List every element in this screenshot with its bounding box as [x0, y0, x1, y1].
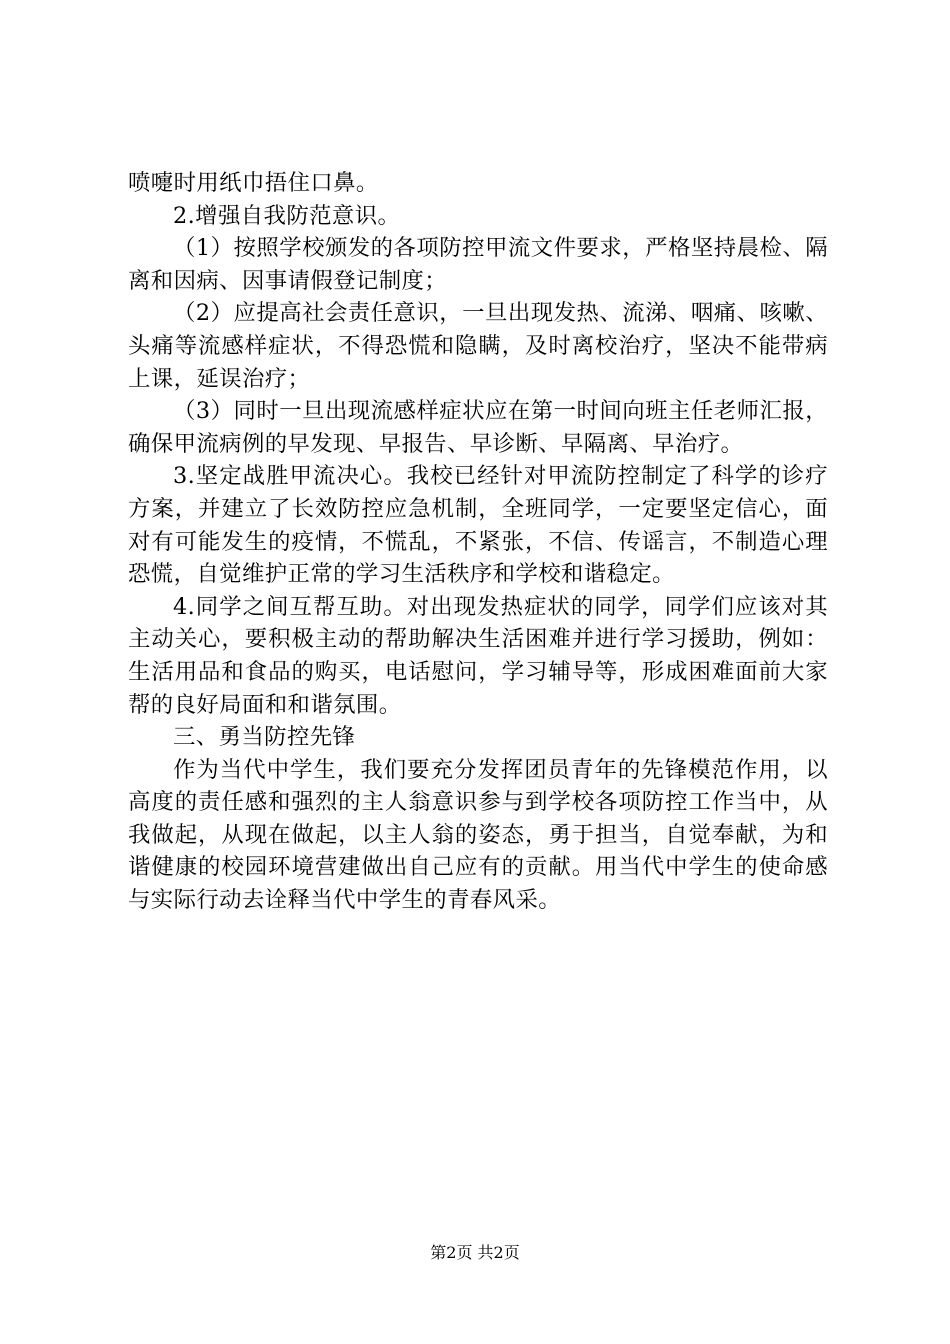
page-number-label: 第2页 共2页 — [430, 1243, 520, 1262]
paragraph-point-3: 3.坚定战胜甲流决心。我校已经针对甲流防控制定了科学的诊疗方案，并建立了长效防控应急机制，全班同学，一定要坚定信心，面对有可能发生的疫情，不慌乱，不紧张，不信、传谣言，不制造心理恐慌，自觉维护正常的学习生活秩序和学校和谐稳定。 — [128, 463, 828, 588]
paragraph-section-3-body: 作为当代中学生，我们要充分发挥团员青年的先锋模范作用，以高度的责任感和强烈的主人翁意识参与到学校各项防控工作当中，从我做起，从现在做起，以主人翁的姿态，勇于担当，自觉奉献，为和谐健康的校园环境营建做出自己应有的贡献。用当代中学生的使命感与实际行动去诠释当代中学生的青春风采。 — [128, 756, 828, 914]
paragraph-subpoint-3: （3）同时一旦出现流感样症状应在第一时间向班主任老师汇报，确保甲流病例的早发现、早报告、早诊断、早隔离、早治疗。 — [128, 398, 828, 457]
paragraph-continuation: 喷嚏时用纸巾捂住口鼻。 — [128, 170, 379, 196]
section-heading-3: 三、勇当防控先锋 — [173, 724, 356, 751]
paragraph-point-2-heading: 2.增强自我防范意识。 — [173, 202, 401, 229]
paragraph-subpoint-1: （1）按照学校颁发的各项防控甲流文件要求，严格坚持晨检、隔离和因病、因事请假登记制度； — [128, 235, 828, 294]
document-body — [128, 167, 828, 917]
page-footer — [0, 1243, 950, 1263]
paragraph-point-4: 4.同学之间互帮互助。对出现发热症状的同学，同学们应该对其主动关心，要积极主动的帮助解决生活困难并进行学习援助，例如：生活用品和食品的购买，电话慰问，学习辅导等，形成困难面前大家帮的良好局面和和谐氛围。 — [128, 593, 828, 718]
paragraph-subpoint-2: （2）应提高社会责任意识，一旦出现发热、流涕、咽痛、咳嗽、头痛等流感样症状，不得恐慌和隐瞒，及时离校治疗，坚决不能带病上课，延误治疗； — [128, 300, 828, 392]
